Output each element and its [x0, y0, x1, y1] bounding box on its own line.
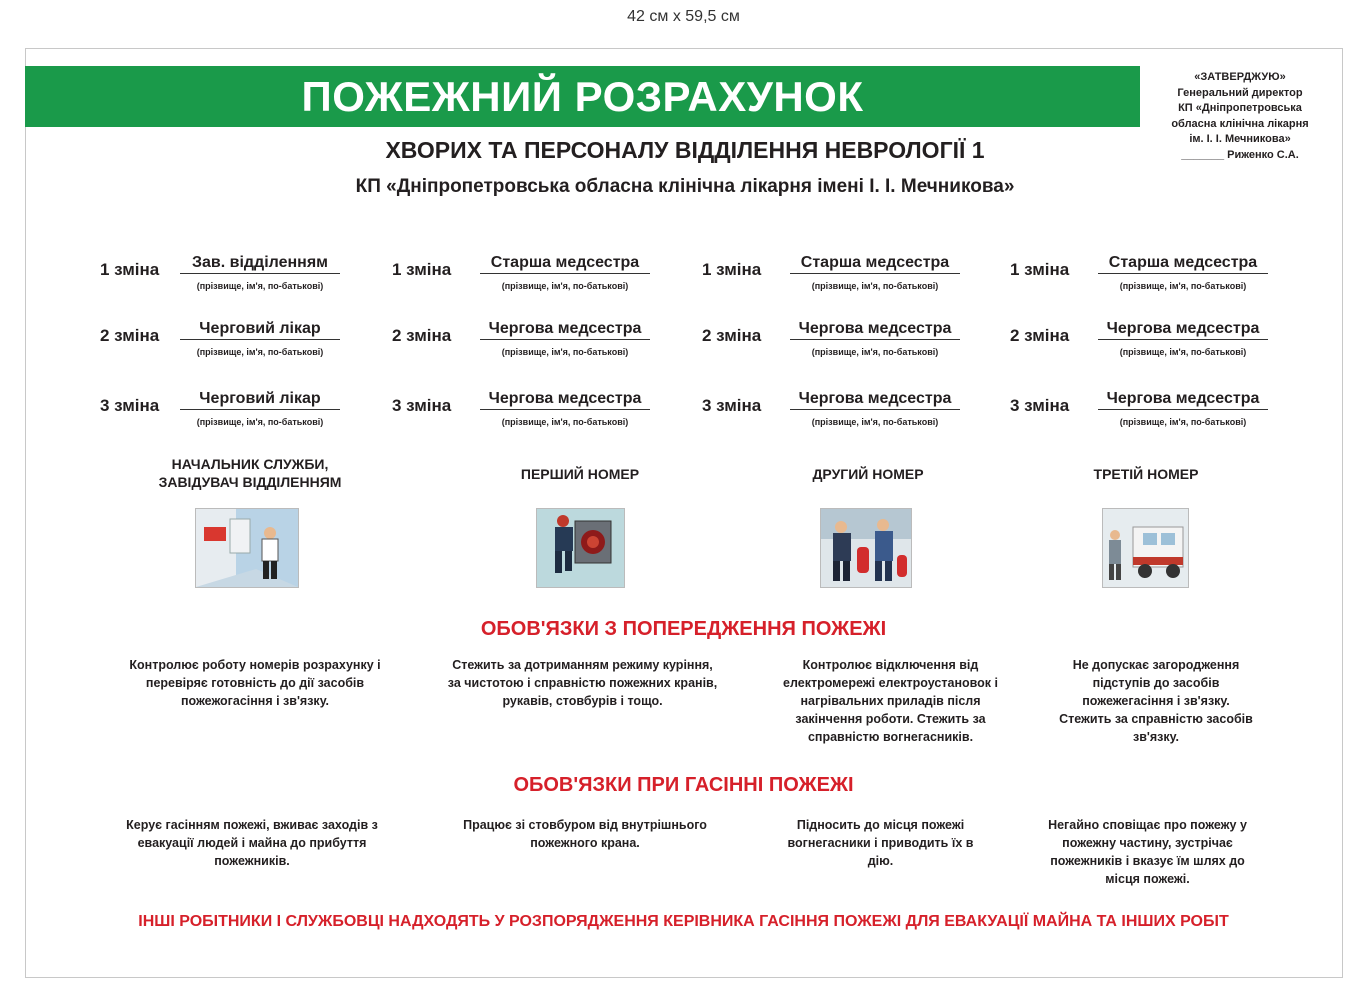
shift-role-field: Старша медсестра: [480, 254, 650, 274]
shift-role-field: Чергова медсестра: [1098, 390, 1268, 410]
poster-size-label: 42 см х 59,5 см: [627, 8, 740, 25]
shift-hint: (прізвище, ім'я, по-батькові): [811, 347, 939, 357]
approval-block: [1150, 70, 1330, 163]
shift-row: [100, 386, 400, 452]
shift-label: 2 зміна: [392, 326, 452, 345]
shift-role-field: Зав. відділенням: [180, 254, 340, 274]
shift-role-field: Чергова медсестра: [480, 320, 650, 340]
shift-hint: (прізвище, ім'я, по-батькові): [1119, 417, 1247, 427]
shift-role-field: Чергова медсестра: [790, 320, 960, 340]
shift-column-4: [1010, 250, 1310, 452]
shift-label: 2 зміна: [1010, 326, 1070, 345]
role-title-chief: [120, 455, 380, 491]
shift-row: [100, 250, 400, 316]
shift-label: 1 зміна: [392, 260, 452, 279]
chief-illustration: [195, 508, 299, 588]
extinguishing-duty-third: Негайно сповіщає про пожежу у пожежну частину, зустрічає пожежників і вказує їм шлях до місця пожежі.: [1048, 818, 1247, 886]
prevention-duty-first: Стежить за дотриманням режиму куріння, за чистотою і справністю пожежних кранів, рукавів, стовбурів і тощо.: [447, 658, 718, 708]
shift-label: 1 зміна: [1010, 260, 1070, 279]
shift-row: [702, 386, 1002, 452]
shift-label: 3 зміна: [702, 396, 762, 415]
approval-line: ім. І. І. Мечникова»: [1189, 133, 1291, 145]
approval-signature: _______ Риженко С.А.: [1181, 148, 1299, 161]
role-title-third: ТРЕТІЙ НОМЕР: [1093, 466, 1199, 482]
shift-role-field: Черговий лікар: [180, 390, 340, 410]
shift-role-field: Старша медсестра: [1098, 254, 1268, 274]
role-title-line: ЗАВІДУВАЧ ВІДДІЛЕННЯМ: [158, 474, 342, 490]
shift-label: 3 зміна: [392, 396, 452, 415]
shift-hint: (прізвище, ім'я, по-батькові): [811, 281, 939, 291]
shift-hint: (прізвище, ім'я, по-батькові): [1119, 281, 1247, 291]
shift-role-field: Черговий лікар: [180, 320, 340, 340]
shift-hint: (прізвище, ім'я, по-батькові): [501, 347, 629, 357]
shift-label: 1 зміна: [702, 260, 762, 279]
role-title-second: ДРУГИЙ НОМЕР: [812, 466, 924, 482]
shift-label: 2 зміна: [100, 326, 160, 345]
shift-column-2: [392, 250, 692, 452]
approval-line: Генеральний директор: [1177, 86, 1303, 99]
extinguishing-duty-chief: Керує гасінням пожежі, вживає заходів з евакуації людей і майна до прибуття пожежників.: [126, 818, 378, 868]
approval-line: обласна клінічна лікарня: [1171, 117, 1309, 130]
shift-hint: (прізвище, ім'я, по-батькові): [196, 281, 324, 291]
shift-role-field: Чергова медсестра: [790, 390, 960, 410]
shift-label: 3 зміна: [1010, 396, 1070, 415]
shift-role-field: Чергова медсестра: [1098, 320, 1268, 340]
shift-hint: (прізвище, ім'я, по-батькові): [196, 417, 324, 427]
third-number-illustration: [1102, 508, 1189, 588]
shift-row: [392, 316, 692, 382]
shift-role-field: Чергова медсестра: [480, 390, 650, 410]
shift-role-field: Старша медсестра: [790, 254, 960, 274]
shift-label: 2 зміна: [702, 326, 762, 345]
shift-row: [1010, 250, 1310, 316]
extinguishing-duty-second: Підносить до місця пожежі вогнегасники і приводить їх в дію.: [787, 818, 974, 868]
extinguishing-section-title: ОБОВ'ЯЗКИ ПРИ ГАСІННІ ПОЖЕЖІ: [513, 774, 854, 796]
first-number-illustration: [536, 508, 625, 588]
second-number-illustration: [820, 508, 912, 588]
shift-label: 1 зміна: [100, 260, 160, 279]
role-title-first: ПЕРШИЙ НОМЕР: [520, 466, 640, 482]
shift-row: [392, 386, 692, 452]
prevention-duty-second: Контролює відключення від електромережі електроустановок і нагрівальних приладів після закінчення роботи. Стежить за справністю вогнегасників.: [783, 658, 998, 744]
shift-row: [1010, 316, 1310, 382]
prevention-section-title: ОБОВ'ЯЗКИ З ПОПЕРЕДЖЕННЯ ПОЖЕЖІ: [480, 618, 887, 640]
approval-line: КП «Дніпропетровська: [1178, 102, 1302, 114]
shift-hint: (прізвище, ім'я, по-батькові): [196, 347, 324, 357]
footer-note: ІНШІ РОБІТНИКИ І СЛУЖБОВЦІ НАДХОДЯТЬ У РОЗПОРЯДЖЕННЯ КЕРІВНИКА ГАСІННЯ ПОЖЕЖІ ДЛЯ ЕВАКУАЦІЇ МАЙНА ТА ІНШИХ РОБІТ: [138, 913, 1229, 930]
shift-column-1: [100, 250, 400, 452]
shift-row: [702, 250, 1002, 316]
prevention-duty-third: Не допускає загородження підступів до засобів пожежегасіння і зв'язку. Стежить за справністю засобів зв'язку.: [1059, 658, 1253, 744]
prevention-duty-chief: Контролює роботу номерів розрахунку і перевіряє готовність до дії засобів пожежогасіння і зв'язку.: [129, 658, 381, 708]
shift-label: 3 зміна: [100, 396, 160, 415]
shift-column-3: [702, 250, 1002, 452]
shift-row: [702, 316, 1002, 382]
approval-line: «ЗАТВЕРДЖУЮ»: [1194, 71, 1286, 83]
department-subtitle: ХВОРИХ ТА ПЕРСОНАЛУ ВІДДІЛЕННЯ НЕВРОЛОГІЇ 1: [385, 137, 985, 163]
extinguishing-duty-first: Працює зі стовбуром від внутрішнього пожежного крана.: [463, 818, 707, 850]
hospital-subtitle: КП «Дніпропетровська обласна клінічна лікарня імені І. І. Мечникова»: [355, 176, 1015, 197]
shift-row: [100, 316, 400, 382]
shift-hint: (прізвище, ім'я, по-батькові): [501, 281, 629, 291]
shift-hint: (прізвище, ім'я, по-батькові): [811, 417, 939, 427]
poster-title: ПОЖЕЖНИЙ РОЗРАХУНОК: [25, 66, 1140, 127]
shift-row: [392, 250, 692, 316]
role-title-line: НАЧАЛЬНИК СЛУЖБИ,: [171, 456, 329, 472]
shift-hint: (прізвище, ім'я, по-батькові): [1119, 347, 1247, 357]
shift-row: [1010, 386, 1310, 452]
shift-hint: (прізвище, ім'я, по-батькові): [501, 417, 629, 427]
